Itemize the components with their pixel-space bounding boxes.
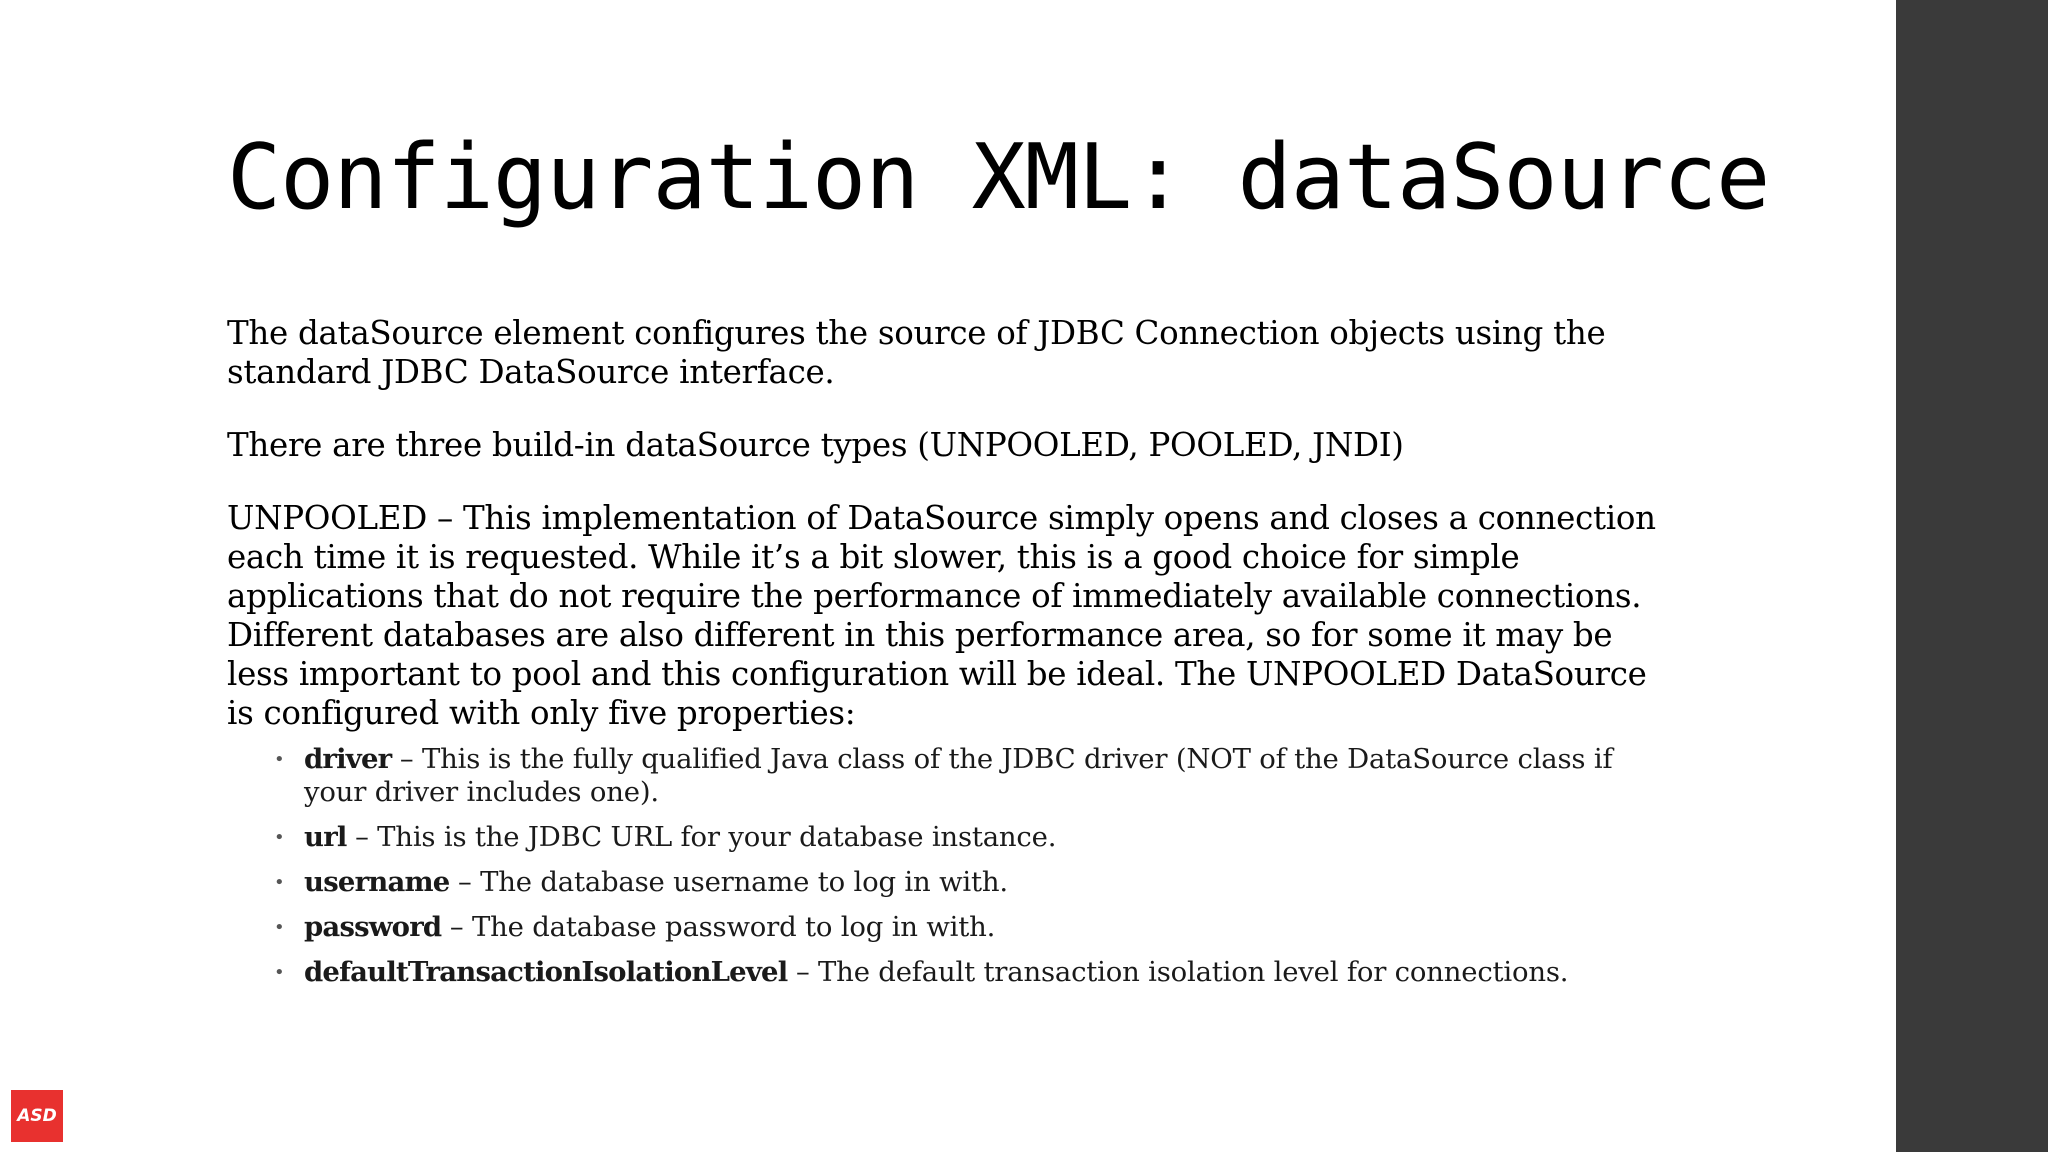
- slide-title: Configuration XML: dataSource: [227, 125, 1770, 230]
- list-item-isolation-level: [274, 956, 1667, 989]
- list-item-driver: [274, 743, 1667, 809]
- property-list: [227, 743, 1667, 989]
- paragraph-intro: The dataSource element configures the source of JDBC Connection objects using the standard JDBC DataSource interface.: [227, 314, 1606, 391]
- property-term: username: [304, 866, 450, 898]
- list-item-username: [274, 866, 1667, 899]
- property-term: password: [304, 911, 442, 943]
- bullet-icon: •: [274, 872, 285, 893]
- asd-logo: ASD: [11, 1090, 63, 1142]
- property-term: driver: [304, 743, 392, 775]
- property-description: – The database username to log in with.: [449, 866, 1008, 898]
- bullet-icon: •: [274, 827, 285, 848]
- bullet-icon: •: [274, 917, 285, 938]
- side-bar: [1896, 0, 2048, 1152]
- paragraph-types: There are three build-in dataSource types (UNPOOLED, POOLED, JNDI): [227, 426, 1404, 464]
- property-term: url: [304, 821, 347, 853]
- property-description: – This is the JDBC URL for your database instance.: [346, 821, 1057, 853]
- paragraph-unpooled: UNPOOLED – This implementation of DataSource simply opens and closes a connection each time it is requested. While it’s a bit slower, this is a good choice for simple applications that do not require the performance of immediately available connections. Different databases are also different in this performance area, so for some it may be less important to pool and this configuration will be ideal. The UNPOOLED DataSource is configured with only five properties:: [227, 499, 1656, 732]
- property-description: – The database password to log in with.: [441, 911, 996, 943]
- property-description: – The default transaction isolation level for connections.: [787, 956, 1569, 988]
- list-item-url: [274, 821, 1667, 854]
- bullet-icon: •: [274, 749, 285, 770]
- property-description: – This is the fully qualified Java class of the JDBC driver (NOT of the DataSource class if your driver includes one).: [304, 743, 1613, 808]
- list-item-password: [274, 911, 1667, 944]
- bullet-icon: •: [274, 962, 285, 983]
- slide-body: [227, 314, 1667, 1001]
- property-term: defaultTransactionIsolationLevel: [304, 956, 788, 988]
